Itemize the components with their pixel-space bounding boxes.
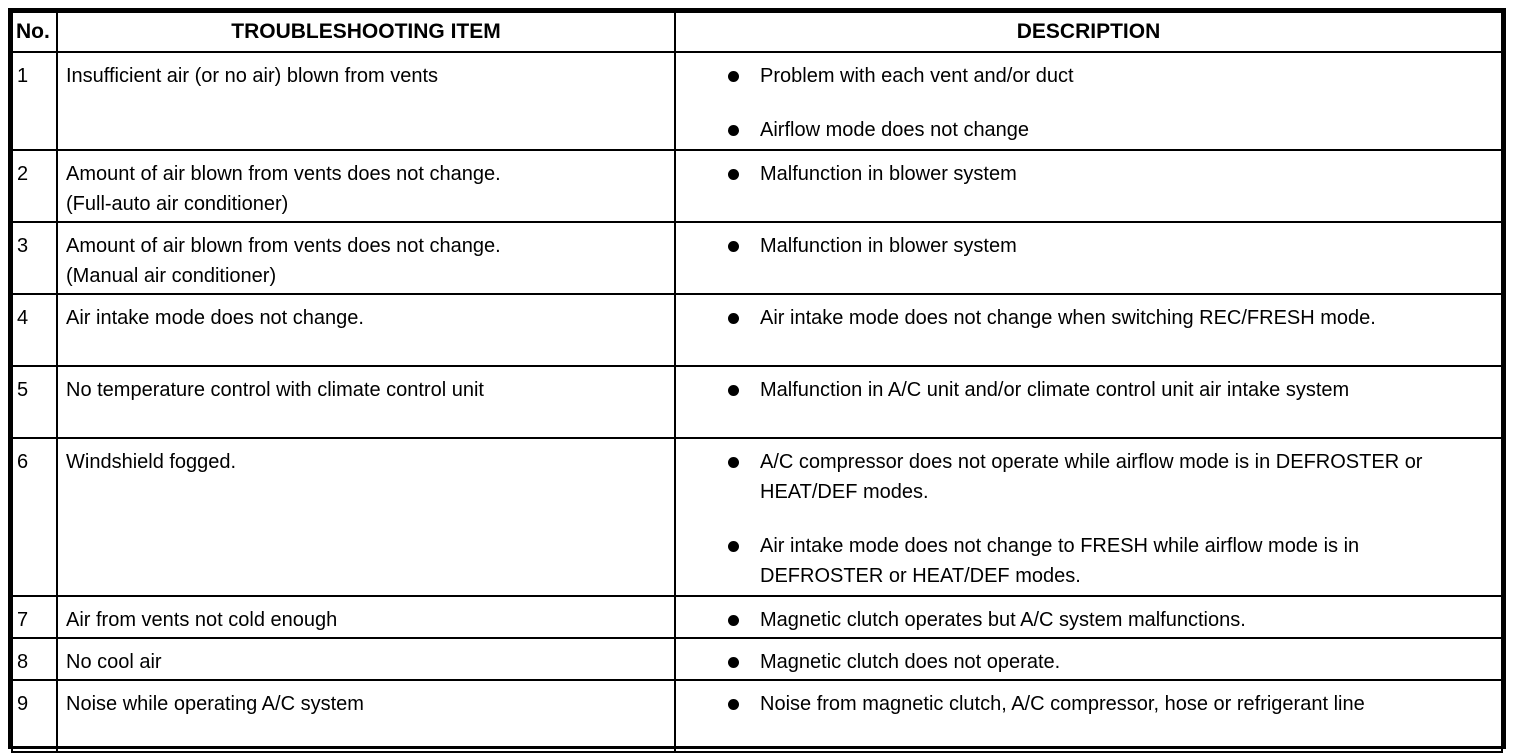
description-item [728, 447, 1481, 507]
description-item [728, 605, 1481, 635]
troubleshooting-item-text: Noise while operating A/C system [57, 680, 675, 752]
description-item [728, 531, 1481, 591]
row-number: 9 [12, 680, 57, 752]
troubleshooting-item-text: Amount of air blown from vents does not change. (Full-auto air conditioner) [57, 150, 675, 222]
table-row [12, 150, 1502, 222]
bullet-icon [728, 699, 739, 710]
description-list [728, 689, 1481, 719]
header-troubleshooting-item: TROUBLESHOOTING ITEM [57, 12, 675, 52]
row-number: 8 [12, 638, 57, 680]
troubleshooting-item-text: Air intake mode does not change. [57, 294, 675, 366]
table-row [12, 294, 1502, 366]
table-row [12, 52, 1502, 150]
description-item [728, 115, 1481, 145]
troubleshooting-item-text: Air from vents not cold enough [57, 596, 675, 638]
troubleshooting-item-text: Amount of air blown from vents does not change. (Manual air conditioner) [57, 222, 675, 294]
bullet-icon [728, 541, 739, 552]
row-number: 2 [12, 150, 57, 222]
description-list [728, 303, 1481, 333]
troubleshooting-item-text: Insufficient air (or no air) blown from vents [57, 52, 675, 150]
table-row [12, 638, 1502, 680]
row-number: 1 [12, 52, 57, 150]
description-text: Noise from magnetic clutch, A/C compressor, hose or refrigerant line [760, 693, 1365, 715]
description-text: Airflow mode does not change [760, 119, 1030, 141]
description-list [728, 647, 1481, 677]
description-item [728, 303, 1481, 333]
description-item [728, 159, 1481, 189]
header-description: DESCRIPTION [675, 12, 1502, 52]
description-cell [675, 150, 1502, 222]
description-text: Magnetic clutch does not operate. [760, 651, 1061, 673]
description-list [728, 447, 1481, 591]
row-number: 4 [12, 294, 57, 366]
troubleshooting-item-text: No cool air [57, 638, 675, 680]
description-list [728, 61, 1481, 145]
description-list [728, 605, 1481, 635]
description-text: Air intake mode does not change when switching REC/FRESH mode. [760, 307, 1376, 329]
table-row [12, 366, 1502, 438]
description-item [728, 647, 1481, 677]
description-cell [675, 52, 1502, 150]
description-text: Magnetic clutch operates but A/C system malfunctions. [760, 609, 1246, 631]
row-number: 5 [12, 366, 57, 438]
description-item [728, 375, 1481, 405]
description-list [728, 231, 1481, 261]
description-cell [675, 596, 1502, 638]
description-cell [675, 638, 1502, 680]
description-text: Air intake mode does not change to FRESH while airflow mode is in DEFROSTER or HEAT/DEF modes. [760, 535, 1360, 587]
troubleshooting-table-frame [8, 8, 1506, 749]
table-row [12, 438, 1502, 596]
bullet-icon [728, 313, 739, 324]
troubleshooting-item-text: Windshield fogged. [57, 438, 675, 596]
row-number: 3 [12, 222, 57, 294]
bullet-icon [728, 457, 739, 468]
description-text: Malfunction in blower system [760, 235, 1017, 257]
row-number: 6 [12, 438, 57, 596]
description-cell [675, 680, 1502, 752]
bullet-icon [728, 71, 739, 82]
description-text: Problem with each vent and/or duct [760, 65, 1074, 87]
troubleshooting-item-text: No temperature control with climate control unit [57, 366, 675, 438]
description-cell [675, 222, 1502, 294]
bullet-icon [728, 657, 739, 668]
table-row [12, 596, 1502, 638]
description-item [728, 61, 1481, 91]
table-row [12, 222, 1502, 294]
row-number: 7 [12, 596, 57, 638]
description-cell [675, 366, 1502, 438]
table-body [12, 52, 1502, 752]
bullet-icon [728, 615, 739, 626]
description-text: A/C compressor does not operate while airflow mode is in DEFROSTER or HEAT/DEF modes. [760, 451, 1423, 503]
bullet-icon [728, 385, 739, 396]
table-row [12, 680, 1502, 752]
description-cell [675, 294, 1502, 366]
description-cell [675, 438, 1502, 596]
description-text: Malfunction in blower system [760, 163, 1017, 185]
description-item [728, 231, 1481, 261]
header-row [12, 12, 1502, 52]
description-list [728, 159, 1481, 189]
description-list [728, 375, 1481, 405]
description-text: Malfunction in A/C unit and/or climate control unit air intake system [760, 379, 1350, 401]
header-no: No. [12, 12, 57, 52]
troubleshooting-table [11, 11, 1503, 753]
description-item [728, 689, 1481, 719]
bullet-icon [728, 241, 739, 252]
bullet-icon [728, 169, 739, 180]
bullet-icon [728, 125, 739, 136]
